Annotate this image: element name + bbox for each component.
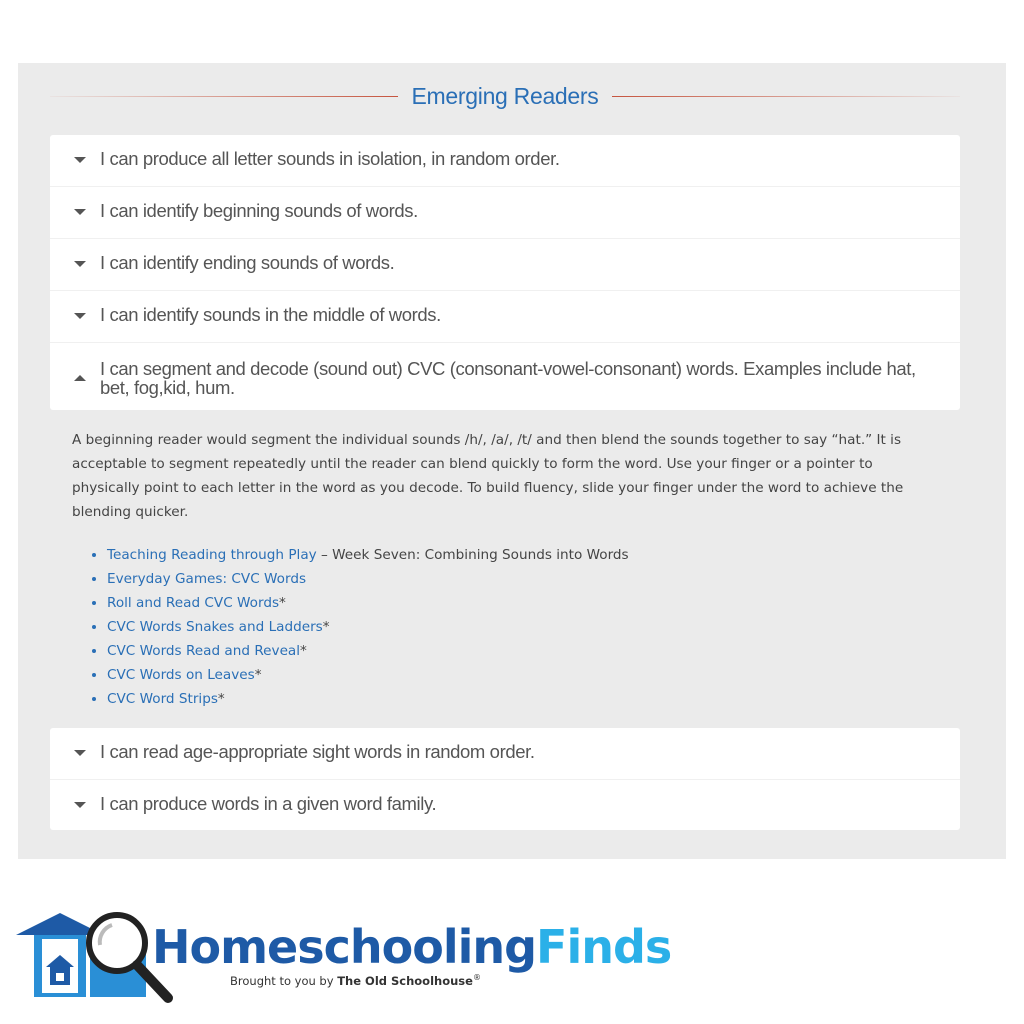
resource-link[interactable]: Roll and Read CVC Words (107, 595, 280, 611)
logo-word-homeschooling: Homeschooling (152, 920, 537, 974)
resource-suffix: * (254, 667, 262, 683)
caret-down-icon (74, 750, 86, 756)
caret-down-icon (74, 157, 86, 163)
accordion-item-sight-words[interactable] (50, 728, 960, 780)
list-item (107, 639, 629, 663)
tagline-mark: ® (472, 973, 481, 982)
caret-down-icon (74, 802, 86, 808)
list-item (107, 591, 629, 615)
list-item (107, 615, 629, 639)
logo-tagline (230, 973, 481, 988)
section-heading (50, 81, 960, 111)
accordion-item-label: I can segment and decode (sound out) CVC (consonant-vowel-consonant) words. Examples include hat, bet, fog,kid, hum. (100, 358, 916, 398)
accordion-item-label: I can identify ending sounds of words. (100, 252, 395, 273)
list-item (107, 687, 629, 711)
resource-suffix: * (279, 595, 286, 611)
resource-link[interactable]: CVC Word Strips (107, 691, 218, 707)
accordion-item-label: I can read age-appropriate sight words in random order. (100, 741, 535, 762)
accordion-item-beginning-sounds[interactable] (50, 187, 960, 239)
accordion-item-letter-sounds[interactable] (50, 135, 960, 187)
accordion-item-word-family[interactable] (50, 780, 960, 831)
accordion-item-cvc-words[interactable] (50, 343, 960, 413)
accordion-top (50, 135, 960, 410)
resource-link[interactable]: Everyday Games: CVC Words (107, 571, 307, 587)
caret-down-icon (74, 261, 86, 267)
homeschooling-finds-logo (12, 905, 672, 1010)
resource-list (72, 543, 629, 711)
heading-rule-left (50, 96, 398, 97)
resource-suffix: * (322, 619, 330, 635)
accordion-item-label: I can identify beginning sounds of words. (100, 200, 418, 221)
list-item (107, 567, 629, 591)
tagline-brand: The Old Schoolhouse (337, 973, 473, 988)
caret-up-icon (74, 375, 86, 381)
logo-word-finds: Finds (536, 920, 672, 974)
list-item (107, 663, 629, 687)
accordion-item-label: I can produce words in a given word family. (100, 793, 437, 814)
resource-link[interactable]: CVC Words Snakes and Ladders (107, 619, 323, 635)
accordion-item-ending-sounds[interactable] (50, 239, 960, 291)
heading-rule-right (612, 96, 960, 97)
resource-link[interactable]: CVC Words Read and Reveal (107, 643, 301, 659)
list-item (107, 543, 629, 567)
section-title: Emerging Readers (411, 82, 599, 109)
logo-wordmark (152, 919, 671, 975)
accordion-bottom (50, 728, 960, 830)
resource-link[interactable]: CVC Words on Leaves (107, 667, 255, 683)
accordion-item-label: I can produce all letter sounds in isolation, in random order. (100, 148, 560, 169)
caret-down-icon (74, 209, 86, 215)
emerging-readers-panel (18, 63, 1006, 859)
accordion-item-label: I can identify sounds in the middle of words. (100, 304, 441, 325)
accordion-item-middle-sounds[interactable] (50, 291, 960, 343)
caret-down-icon (74, 313, 86, 319)
resource-link[interactable]: Teaching Reading through Play (107, 547, 317, 563)
resource-suffix: * (217, 691, 225, 707)
tagline-prefix: Brought to you by (230, 973, 338, 988)
accordion-panel-cvc-words (50, 410, 960, 710)
resource-suffix: * (300, 643, 307, 659)
cvc-description: A beginning reader would segment the individual sounds /h/, /a/, /t/ and then blend the sounds together to say “hat.” It is acceptable to segment repeatedly until the reader can blend quickly to form the word. Use your finger or a pointer to physically point to each letter in the word as you decode. To build fluency, slide your finger under the word to achieve the blending quicker. (72, 432, 904, 520)
resource-suffix: – Week Seven: Combining Sounds into Words (316, 547, 629, 563)
